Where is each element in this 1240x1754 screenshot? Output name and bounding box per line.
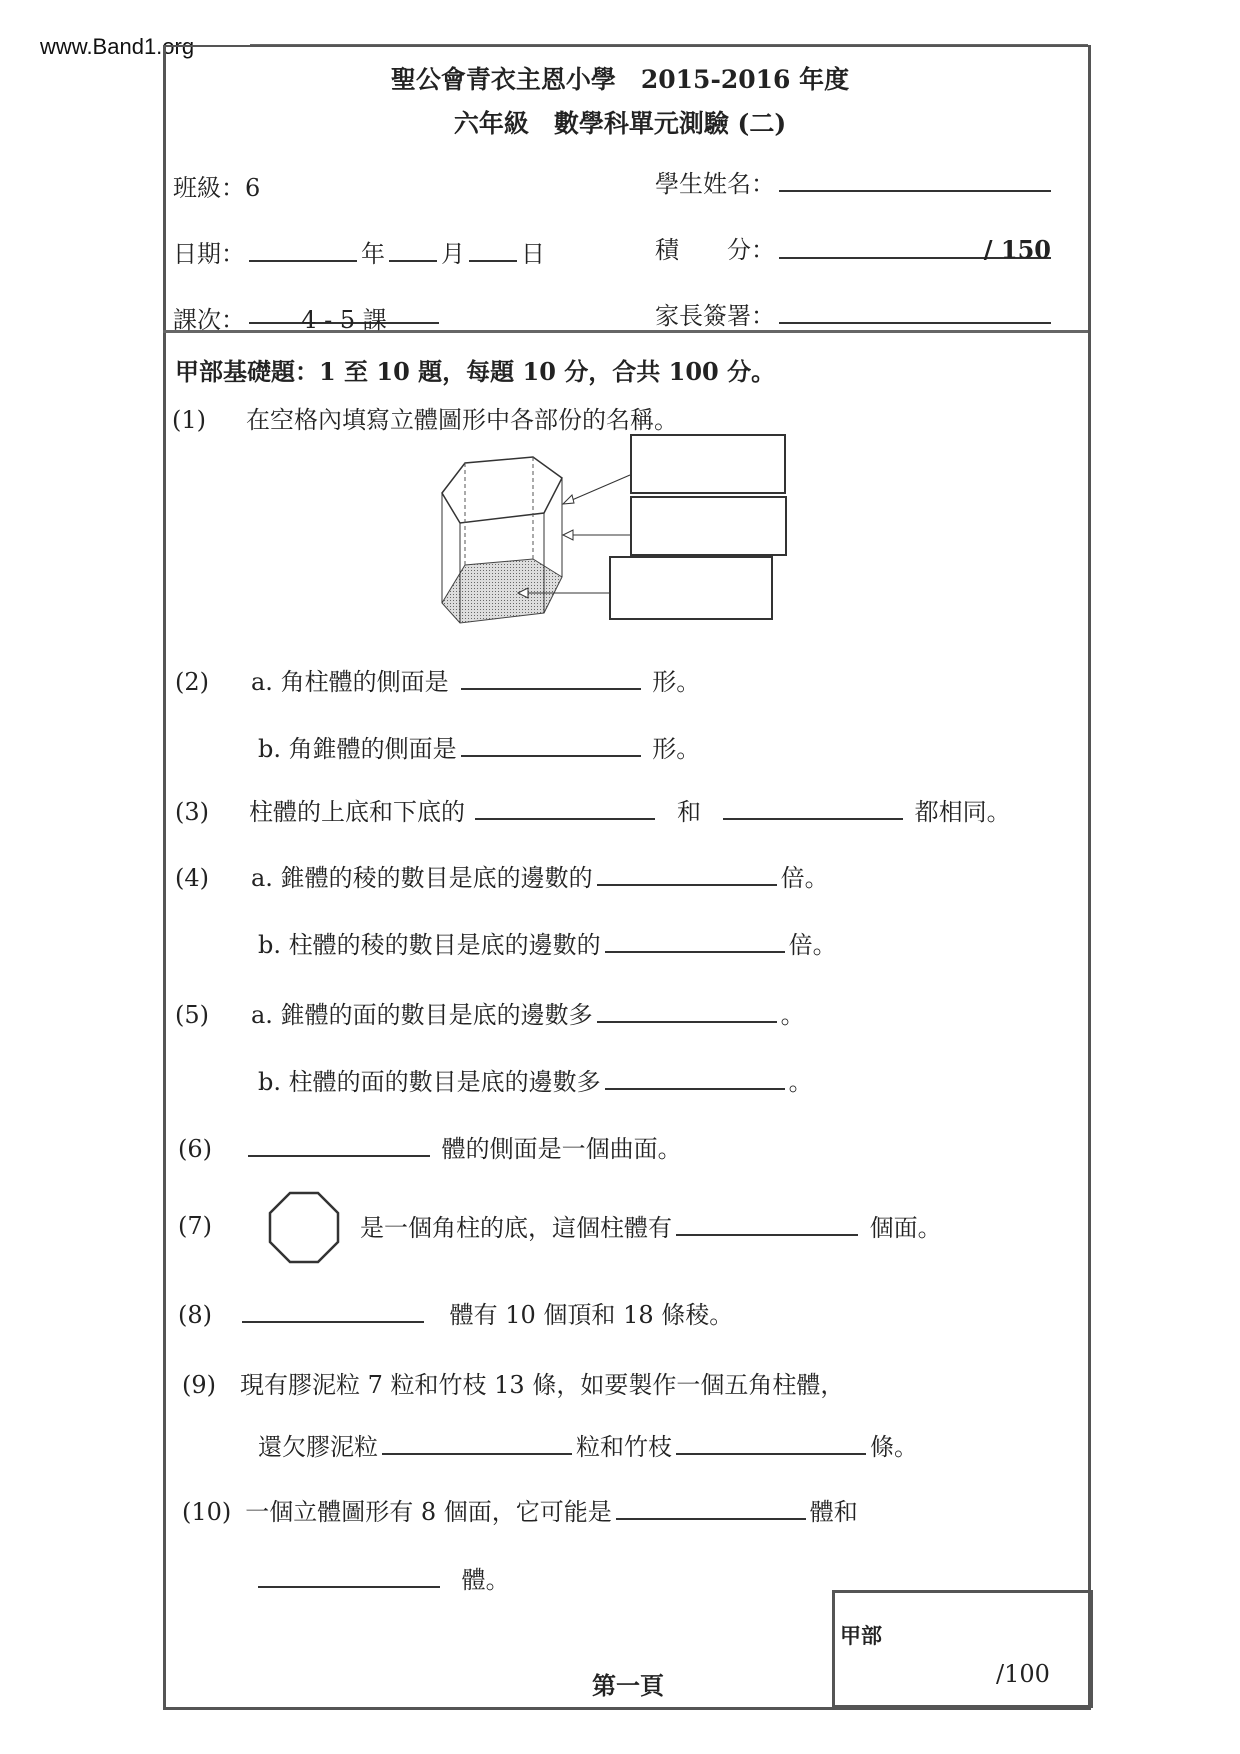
month-blank[interactable]: [389, 238, 437, 262]
answer-blank[interactable]: [597, 862, 777, 886]
answer-blank[interactable]: [616, 1496, 806, 1520]
question-5b: [258, 1062, 813, 1097]
q-prefix: b.: [258, 1068, 281, 1096]
q-num: (4): [175, 864, 209, 892]
question-6: [178, 1129, 682, 1164]
section-score-label: 甲部: [840, 1623, 882, 1648]
question-2a: [175, 662, 700, 697]
answer-blank[interactable]: [258, 1564, 440, 1588]
answer-blank[interactable]: [676, 1431, 866, 1455]
student-name-field: [655, 164, 1055, 199]
class-value: 6: [245, 174, 261, 202]
lesson-value: 4 - 5 課: [301, 306, 387, 334]
q-suffix: 條。: [870, 1433, 918, 1461]
year-blank[interactable]: [249, 238, 357, 262]
question-1: [172, 400, 678, 435]
q-text: 柱體的稜的數目是底的邊數的: [288, 931, 601, 959]
date-label: 日期：: [173, 240, 245, 268]
q-prefix: b.: [258, 931, 281, 959]
score-label: 積 分：: [655, 236, 775, 264]
answer-blank[interactable]: [723, 796, 903, 820]
q-text: 現有膠泥粒 7 粒和竹枝 13 條，如要製作一個五角柱體，: [240, 1371, 845, 1399]
day-label: 日: [521, 240, 545, 268]
answer-box-2[interactable]: [630, 496, 787, 556]
answer-box-1[interactable]: [630, 434, 786, 494]
q-suffix: 體的側面是一個曲面。: [441, 1135, 682, 1163]
answer-blank[interactable]: [605, 929, 785, 953]
q-text: 還欠膠泥粒: [258, 1433, 378, 1461]
page-number: 第一頁: [592, 1671, 664, 1700]
q-num: (6): [178, 1135, 212, 1163]
q-suffix: 形。: [652, 668, 701, 696]
answer-blank[interactable]: [461, 733, 641, 757]
q-text: 粒和竹枝: [576, 1433, 672, 1461]
q-suffix: 。: [780, 1001, 805, 1029]
q-mid: 體和: [809, 1498, 858, 1526]
q-suffix: 個面。: [869, 1214, 942, 1242]
score-total: / 150: [983, 235, 1051, 264]
q-suffix: 倍。: [780, 864, 829, 892]
q-num: (8): [178, 1301, 212, 1329]
answer-blank[interactable]: [248, 1133, 430, 1157]
section-score-total: /100: [996, 1660, 1050, 1688]
class-field: [173, 168, 260, 203]
question-4a: [175, 858, 829, 893]
question-7-text: [360, 1208, 942, 1243]
answer-blank[interactable]: [597, 999, 777, 1023]
q-prefix: a.: [251, 668, 273, 696]
answer-blank[interactable]: [475, 796, 655, 820]
answer-blank[interactable]: [676, 1212, 858, 1236]
q-suffix: 形。: [652, 735, 701, 763]
q-num: (7): [178, 1212, 212, 1240]
octagon-icon: [266, 1190, 342, 1266]
q-suffix: 。: [788, 1068, 813, 1096]
score-blank[interactable]: [779, 235, 1051, 264]
q-prefix: a.: [251, 1001, 273, 1029]
school-title: 聖公會青衣主恩小學 2015-2016 年度: [390, 65, 850, 94]
q-suffix: 倍。: [788, 931, 837, 959]
q-suffix: 都相同。: [914, 798, 1011, 826]
arrow-1: [565, 475, 630, 503]
question-7: [178, 1212, 212, 1240]
answer-box-3[interactable]: [609, 556, 773, 620]
q-num: (9): [182, 1371, 216, 1399]
question-5a: [175, 995, 805, 1030]
day-blank[interactable]: [469, 238, 517, 262]
parent-signature-blank[interactable]: [779, 300, 1051, 324]
question-2b: [258, 729, 700, 764]
lesson-label: 課次：: [173, 306, 245, 334]
q-text: 角錐體的側面是: [288, 735, 457, 763]
q-mid: 和: [677, 798, 701, 826]
question-10: [182, 1492, 858, 1527]
lesson-blank: [249, 300, 439, 334]
q-num: (2): [175, 668, 209, 696]
q-text: 是一個角柱的底，這個柱體有: [360, 1214, 672, 1242]
q-num: (10): [182, 1498, 232, 1526]
q-text: 在空格內填寫立體圖形中各部份的名稱。: [246, 406, 678, 434]
question-4b: [258, 925, 837, 960]
lesson-field: [173, 300, 443, 335]
q-text: 錐體的稜的數目是底的邊數的: [280, 864, 593, 892]
score-field: [655, 230, 1055, 265]
student-name-blank[interactable]: [779, 168, 1051, 192]
q-num: (3): [175, 798, 209, 826]
question-9: [182, 1365, 844, 1400]
answer-blank[interactable]: [461, 666, 641, 690]
question-8: [178, 1295, 733, 1330]
parent-signature-label: 家長簽署：: [655, 302, 775, 330]
q-prefix: b.: [258, 735, 281, 763]
q-suffix: 體。: [461, 1566, 510, 1594]
section-heading: 甲部基礎題：1 至 10 題，每題 10 分，合共 100 分。: [175, 357, 776, 386]
year-label: 年: [361, 240, 385, 268]
q-prefix: a.: [251, 864, 273, 892]
answer-blank[interactable]: [382, 1431, 572, 1455]
q-text: 柱體的上底和下底的: [249, 798, 465, 826]
answer-blank[interactable]: [242, 1299, 424, 1323]
date-field: [173, 234, 545, 269]
q-num: (5): [175, 1001, 209, 1029]
question-9-line2: [258, 1427, 918, 1462]
question-3: [175, 792, 1011, 827]
student-name-label: 學生姓名：: [655, 170, 775, 198]
class-label: 班級：: [173, 174, 245, 202]
watermark: www.Band1.org: [40, 34, 195, 59]
q-text: 柱體的面的數目是底的邊數多: [288, 1068, 601, 1096]
month-label: 月: [441, 240, 465, 268]
q-text: 錐體的面的數目是底的邊數多: [280, 1001, 593, 1029]
q-text: 一個立體圖形有 8 個面，它可能是: [245, 1498, 612, 1526]
q-num: (1): [172, 406, 206, 434]
q-text: 角柱體的側面是: [280, 668, 449, 696]
q-suffix: 體有 10 個頂和 18 條稜。: [449, 1301, 734, 1329]
parent-signature-field: [655, 296, 1055, 331]
answer-blank[interactable]: [605, 1066, 785, 1090]
question-10-line2: [254, 1560, 510, 1595]
test-title: 六年級 數學科單元測驗 (二): [453, 109, 787, 138]
